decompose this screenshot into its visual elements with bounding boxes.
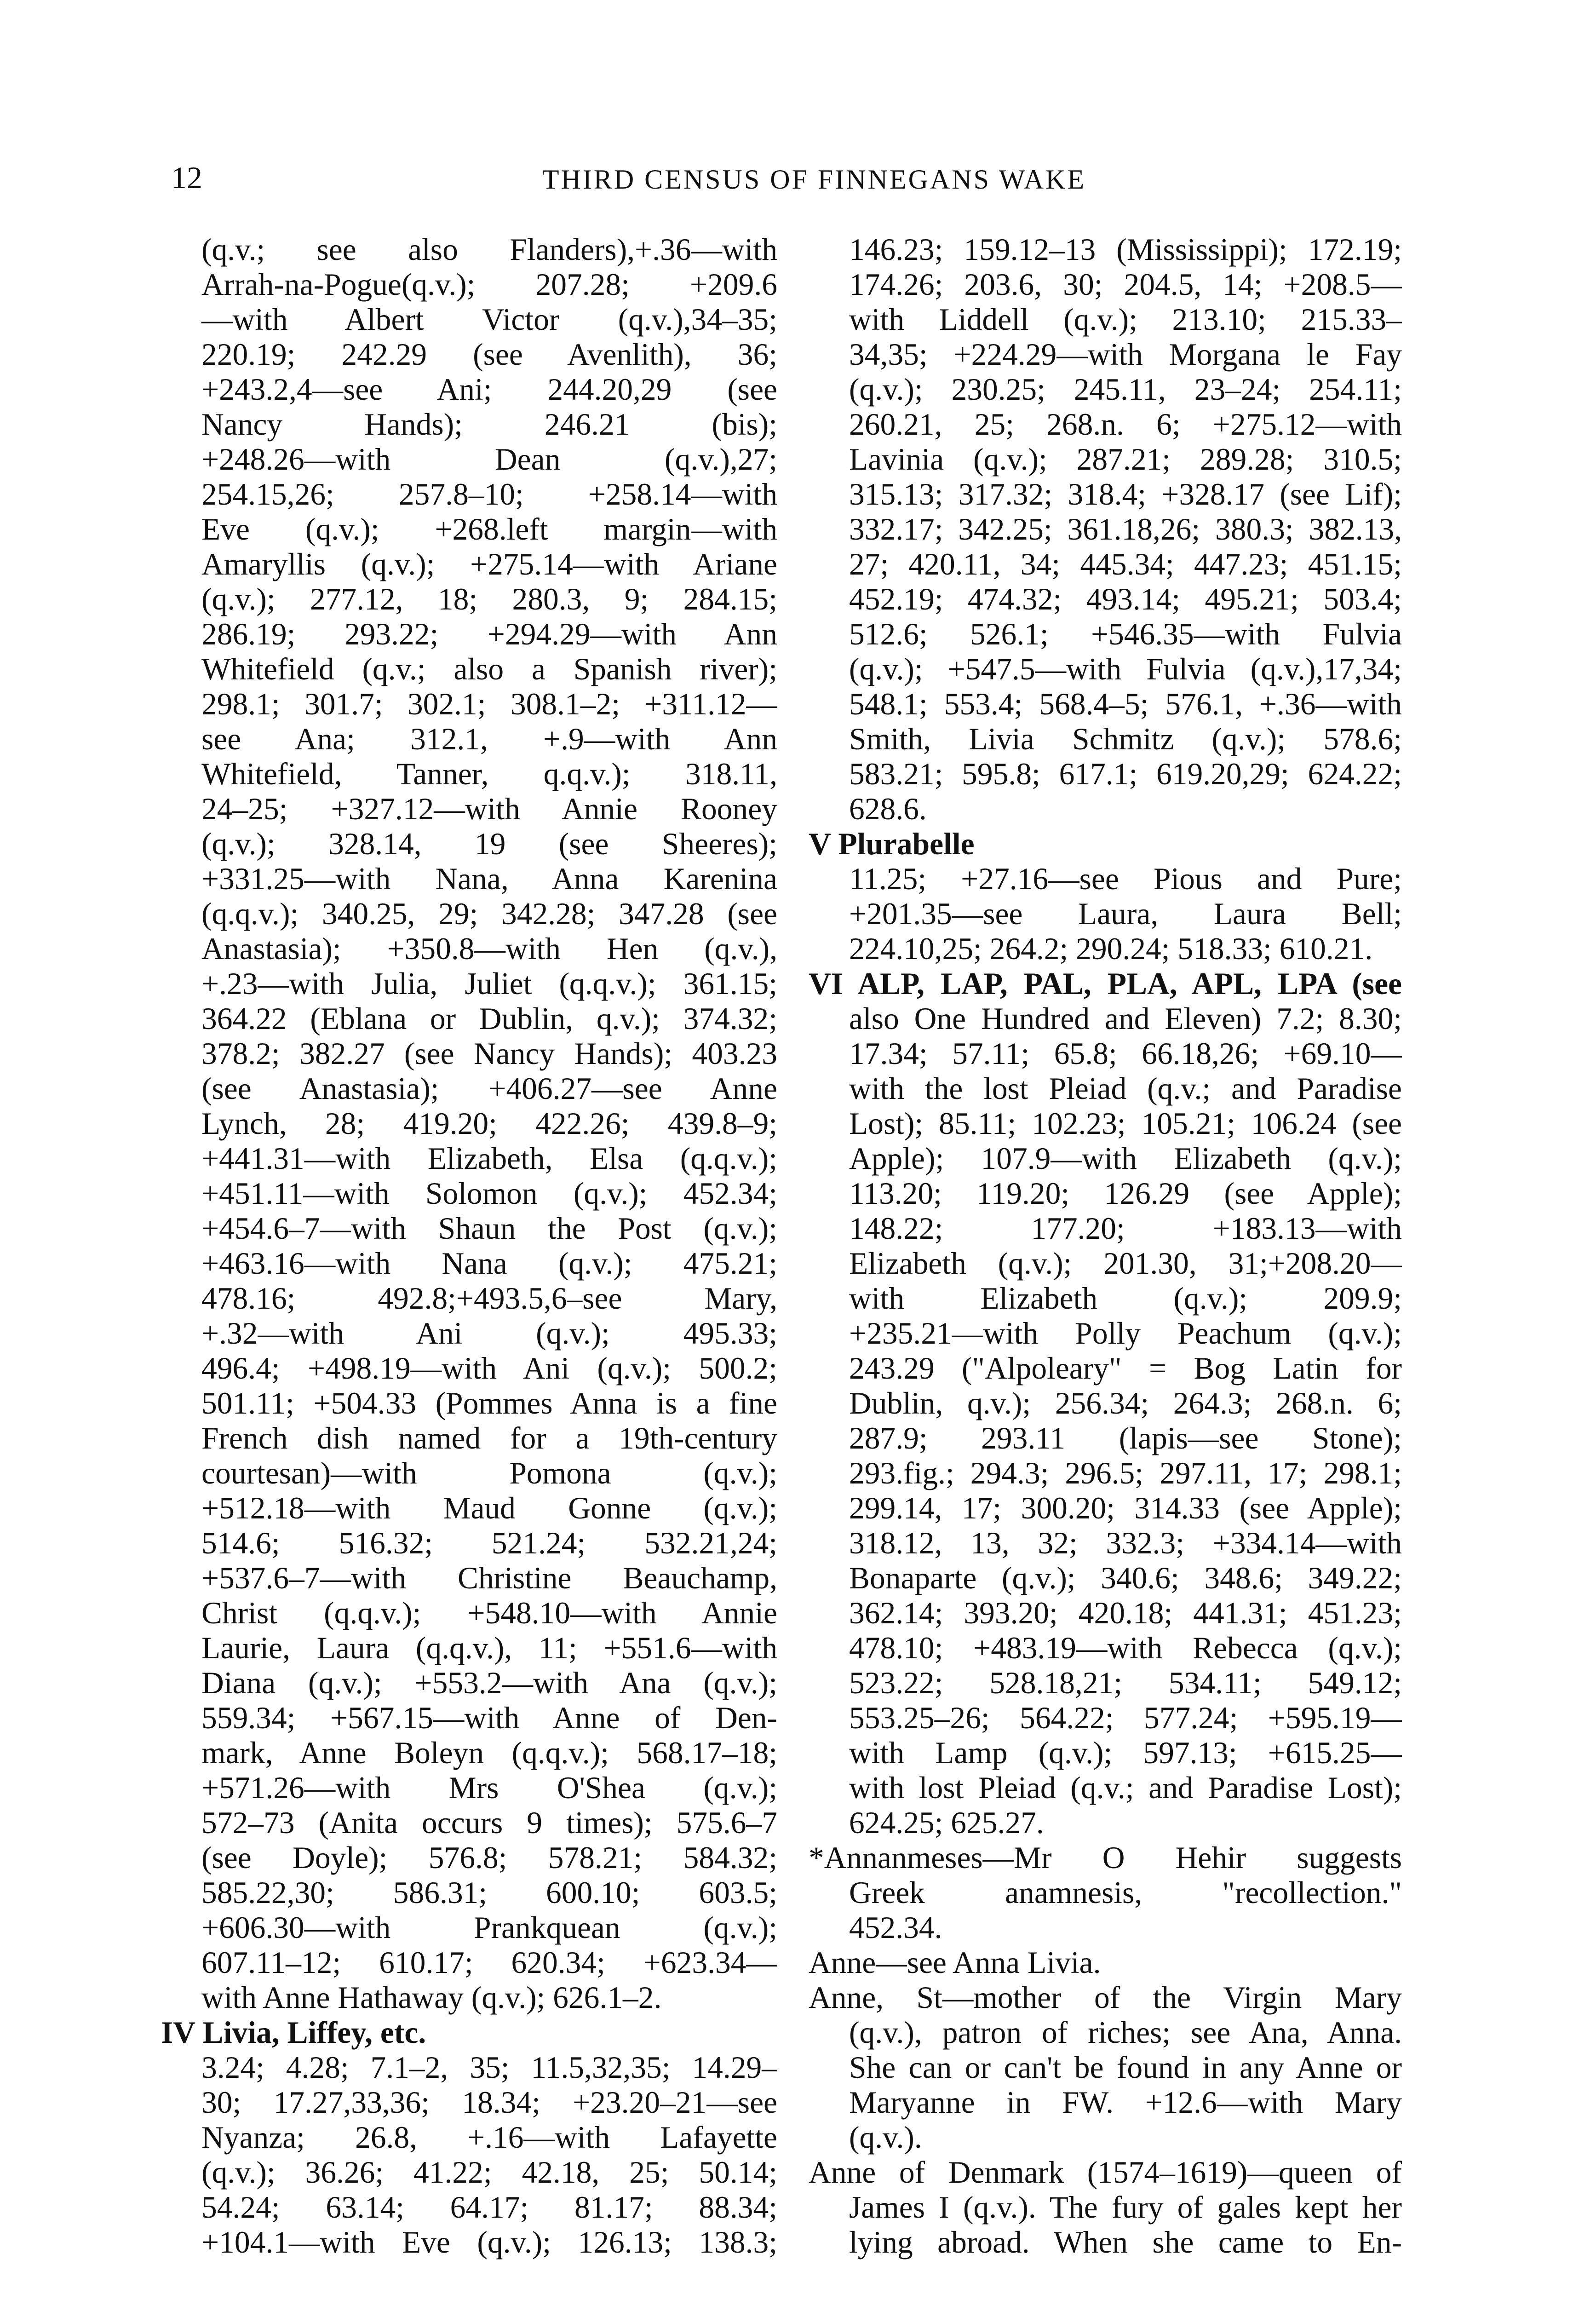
index-line: 30; 17.27,33,36; 18.34; +23.20–21—see: [201, 2085, 777, 2120]
index-line: French dish named for a 19th-century: [201, 1421, 777, 1455]
index-line: with the lost Pleiad (q.v.; and Paradise: [849, 1071, 1402, 1106]
index-line: with Liddell (q.v.); 213.10; 215.33–: [849, 302, 1402, 337]
index-line: James I (q.v.). The fury of gales kept her: [849, 2190, 1402, 2225]
index-line: (q.v.); 328.14, 19 (see Sheeres);: [201, 827, 777, 861]
index-line: lying abroad. When she came to En-: [849, 2225, 1402, 2260]
index-line: 378.2; 382.27 (see Nancy Hands); 403.23: [201, 1036, 777, 1071]
index-line: +104.1—with Eve (q.v.); 126.13; 138.3;: [201, 2225, 777, 2260]
index-line: 286.19; 293.22; +294.29—with Ann: [201, 617, 777, 651]
index-line: (see Anastasia); +406.27—see Anne: [201, 1071, 777, 1106]
index-line: +451.11—with Solomon (q.v.); 452.34;: [201, 1176, 777, 1211]
index-line: courtesan)—with Pomona (q.v.);: [201, 1456, 777, 1490]
index-line: Anastasia); +350.8—with Hen (q.v.),: [201, 932, 777, 966]
index-line: (q.v.); 230.25; 245.11, 23–24; 254.11;: [849, 372, 1402, 407]
index-line: Diana (q.v.); +553.2—with Ana (q.v.);: [201, 1666, 777, 1700]
index-line: 113.20; 119.20; 126.29 (see Apple);: [849, 1176, 1402, 1211]
index-line: +454.6–7—with Shaun the Post (q.v.);: [201, 1211, 777, 1246]
index-line: Arrah-na-Pogue(q.v.); 207.28; +209.6: [201, 267, 777, 302]
index-line: Anne, St—mother of the Virgin Mary: [809, 1980, 1402, 2015]
index-line: 559.34; +567.15—with Anne of Den-: [201, 1701, 777, 1735]
index-line: 220.19; 242.29 (see Avenlith), 36;: [201, 337, 777, 372]
index-line: 24–25; +327.12—with Annie Rooney: [201, 792, 777, 826]
index-line: +.23—with Julia, Juliet (q.q.v.); 361.15;: [201, 966, 777, 1001]
index-line: Bonaparte (q.v.); 340.6; 348.6; 349.22;: [849, 1561, 1402, 1595]
index-line: 512.6; 526.1; +546.35—with Fulvia: [849, 617, 1402, 651]
index-line: +537.6–7—with Christine Beauchamp,: [201, 1561, 777, 1595]
index-line: with lost Pleiad (q.v.; and Paradise Lost);: [849, 1771, 1402, 1805]
index-line: 628.6.: [849, 792, 927, 826]
index-line: with Elizabeth (q.v.); 209.9;: [849, 1281, 1402, 1316]
index-line: 54.24; 63.14; 64.17; 81.17; 88.34;: [201, 2190, 777, 2225]
index-line: 315.13; 317.32; 318.4; +328.17 (see Lif);: [849, 477, 1402, 512]
index-line: Anne of Denmark (1574–1619)—queen of: [809, 2155, 1402, 2190]
index-line: 318.12, 13, 32; 332.3; +334.14—with: [849, 1526, 1402, 1560]
index-line: She can or can't be found in any Anne or: [849, 2050, 1402, 2085]
index-line: (q.q.v.); 340.25, 29; 342.28; 347.28 (see: [201, 897, 777, 931]
index-line: 364.22 (Eblana or Dublin, q.v.); 374.32;: [201, 1001, 777, 1036]
index-line: Lost); 85.11; 102.23; 105.21; 106.24 (see: [849, 1106, 1402, 1141]
index-line: +331.25—with Nana, Anna Karenina: [201, 862, 777, 896]
index-line: 362.14; 393.20; 420.18; 441.31; 451.23;: [849, 1596, 1402, 1630]
index-line: —with Albert Victor (q.v.),34–35;: [201, 302, 777, 337]
index-line: +201.35—see Laura, Laura Bell;: [849, 897, 1402, 931]
index-line: 572–73 (Anita occurs 9 times); 575.6–7: [201, 1806, 777, 1840]
index-line: 299.14, 17; 300.20; 314.33 (see Apple);: [849, 1491, 1402, 1525]
index-line: 583.21; 595.8; 617.1; 619.20,29; 624.22;: [849, 757, 1402, 791]
index-line: Lynch, 28; 419.20; 422.26; 439.8–9;: [201, 1106, 777, 1141]
index-line: 514.6; 516.32; 521.24; 532.21,24;: [201, 1526, 777, 1560]
page-number: 12: [171, 160, 202, 195]
index-line: Amaryllis (q.v.); +275.14—with Ariane: [201, 547, 777, 581]
index-line: Anne—see Anna Livia.: [809, 1945, 1101, 1980]
index-heading: V Plurabelle: [809, 827, 975, 861]
index-line: 27; 420.11, 34; 445.34; 447.23; 451.15;: [849, 547, 1402, 581]
index-line: (q.v.); 36.26; 41.22; 42.18, 25; 50.14;: [201, 2155, 777, 2190]
index-line: 607.11–12; 610.17; 620.34; +623.34—: [201, 1945, 777, 1980]
index-line: 17.34; 57.11; 65.8; 66.18,26; +69.10—: [849, 1036, 1402, 1071]
index-line: *Annanmeses—Mr O Hehir suggests: [809, 1840, 1402, 1875]
index-line: with Lamp (q.v.); 597.13; +615.25—: [849, 1736, 1402, 1770]
index-line: 501.11; +504.33 (Pommes Anna is a fine: [201, 1386, 777, 1420]
index-line: Christ (q.q.v.); +548.10—with Annie: [201, 1596, 777, 1630]
index-line: Eve (q.v.); +268.left margin—with: [201, 512, 777, 546]
index-line: Dublin, q.v.); 256.34; 264.3; 268.n. 6;: [849, 1386, 1402, 1420]
index-line: +606.30—with Prankquean (q.v.);: [201, 1910, 777, 1945]
index-heading: VI ALP, LAP, PAL, PLA, APL, LPA (see: [809, 966, 1402, 1001]
index-line: 452.34.: [849, 1910, 942, 1945]
index-line: 260.21, 25; 268.n. 6; +275.12—with: [849, 407, 1402, 442]
index-line: 3.24; 4.28; 7.1–2, 35; 11.5,32,35; 14.29–: [201, 2050, 777, 2085]
index-line: 146.23; 159.12–13 (Mississippi); 172.19;: [849, 232, 1402, 267]
index-line: 243.29 ("Alpoleary" = Bog Latin for: [849, 1351, 1402, 1386]
index-line: 478.16; 492.8;+493.5,6–see Mary,: [201, 1281, 777, 1316]
left-column: [161, 232, 777, 2260]
index-line: 174.26; 203.6, 30; 204.5, 14; +208.5—: [849, 267, 1402, 302]
index-line: (see Doyle); 576.8; 578.21; 584.32;: [201, 1840, 777, 1875]
index-line: 585.22,30; 586.31; 600.10; 603.5;: [201, 1875, 777, 1910]
index-line: 548.1; 553.4; 568.4–5; 576.1, +.36—with: [849, 687, 1402, 721]
index-line: see Ana; 312.1, +.9—with Ann: [201, 722, 777, 756]
index-line: 298.1; 301.7; 302.1; 308.1–2; +311.12—: [201, 687, 777, 721]
index-line: 624.25; 625.27.: [849, 1806, 1044, 1840]
index-line: mark, Anne Boleyn (q.q.v.); 568.17–18;: [201, 1736, 777, 1770]
index-line: 478.10; +483.19—with Rebecca (q.v.);: [849, 1631, 1402, 1665]
index-line: also One Hundred and Eleven) 7.2; 8.30;: [849, 1001, 1402, 1036]
index-line: Smith, Livia Schmitz (q.v.); 578.6;: [849, 722, 1402, 756]
index-line: +.32—with Ani (q.v.); 495.33;: [201, 1316, 777, 1351]
index-line: 148.22; 177.20; +183.13—with: [849, 1211, 1402, 1246]
index-line: 452.19; 474.32; 493.14; 495.21; 503.4;: [849, 582, 1402, 616]
index-line: (q.v.).: [849, 2120, 922, 2155]
index-line: +235.21—with Polly Peachum (q.v.);: [849, 1316, 1402, 1351]
index-line: Nancy Hands); 246.21 (bis);: [201, 407, 777, 442]
index-line: +463.16—with Nana (q.v.); 475.21;: [201, 1246, 777, 1281]
index-line: Lavinia (q.v.); 287.21; 289.28; 310.5;: [849, 442, 1402, 477]
index-line: 224.10,25; 264.2; 290.24; 518.33; 610.21.: [849, 932, 1373, 966]
index-line: 287.9; 293.11 (lapis—see Stone);: [849, 1421, 1402, 1455]
index-line: +248.26—with Dean (q.v.),27;: [201, 442, 777, 477]
index-line: with Anne Hathaway (q.v.); 626.1–2.: [201, 1980, 662, 2015]
index-line: Maryanne in FW. +12.6—with Mary: [849, 2085, 1402, 2120]
right-column: [809, 232, 1402, 2260]
index-line: (q.v.; see also Flanders),+.36—with: [201, 232, 777, 267]
index-line: +571.26—with Mrs O'Shea (q.v.);: [201, 1771, 777, 1805]
index-line: Apple); 107.9—with Elizabeth (q.v.);: [849, 1141, 1402, 1176]
index-line: 496.4; +498.19—with Ani (q.v.); 500.2;: [201, 1351, 777, 1386]
index-line: Nyanza; 26.8, +.16—with Lafayette: [201, 2120, 777, 2155]
index-line: +441.31—with Elizabeth, Elsa (q.q.v.);: [201, 1141, 777, 1176]
index-line: (q.v.), patron of riches; see Ana, Anna.: [849, 2015, 1402, 2050]
index-line: +512.18—with Maud Gonne (q.v.);: [201, 1491, 777, 1525]
index-line: Whitefield, Tanner, q.q.v.); 318.11,: [201, 757, 777, 791]
index-line: 34,35; +224.29—with Morgana le Fay: [849, 337, 1402, 372]
index-line: Elizabeth (q.v.); 201.30, 31;+208.20—: [849, 1246, 1402, 1281]
index-line: Laurie, Laura (q.q.v.), 11; +551.6—with: [201, 1631, 777, 1665]
index-line: Greek anamnesis, "recollection.": [849, 1875, 1402, 1910]
index-line: 293.fig.; 294.3; 296.5; 297.11, 17; 298.1;: [849, 1456, 1402, 1490]
index-line: Whitefield (q.v.; also a Spanish river);: [201, 652, 777, 686]
index-line: (q.v.); +547.5—with Fulvia (q.v.),17,34;: [849, 652, 1402, 686]
running-head: THIRD CENSUS OF FINNEGANS WAKE: [542, 164, 1086, 195]
index-line: +243.2,4—see Ani; 244.20,29 (see: [201, 372, 777, 407]
index-line: 523.22; 528.18,21; 534.11; 549.12;: [849, 1666, 1402, 1700]
index-line: 11.25; +27.16—see Pious and Pure;: [849, 862, 1402, 896]
index-line: (q.v.); 277.12, 18; 280.3, 9; 284.15;: [201, 582, 777, 616]
index-heading: IV Livia, Liffey, etc.: [161, 2015, 426, 2050]
index-line: 332.17; 342.25; 361.18,26; 380.3; 382.13,: [849, 512, 1402, 546]
index-line: 254.15,26; 257.8–10; +258.14—with: [201, 477, 777, 512]
index-line: 553.25–26; 564.22; 577.24; +595.19—: [849, 1701, 1402, 1735]
